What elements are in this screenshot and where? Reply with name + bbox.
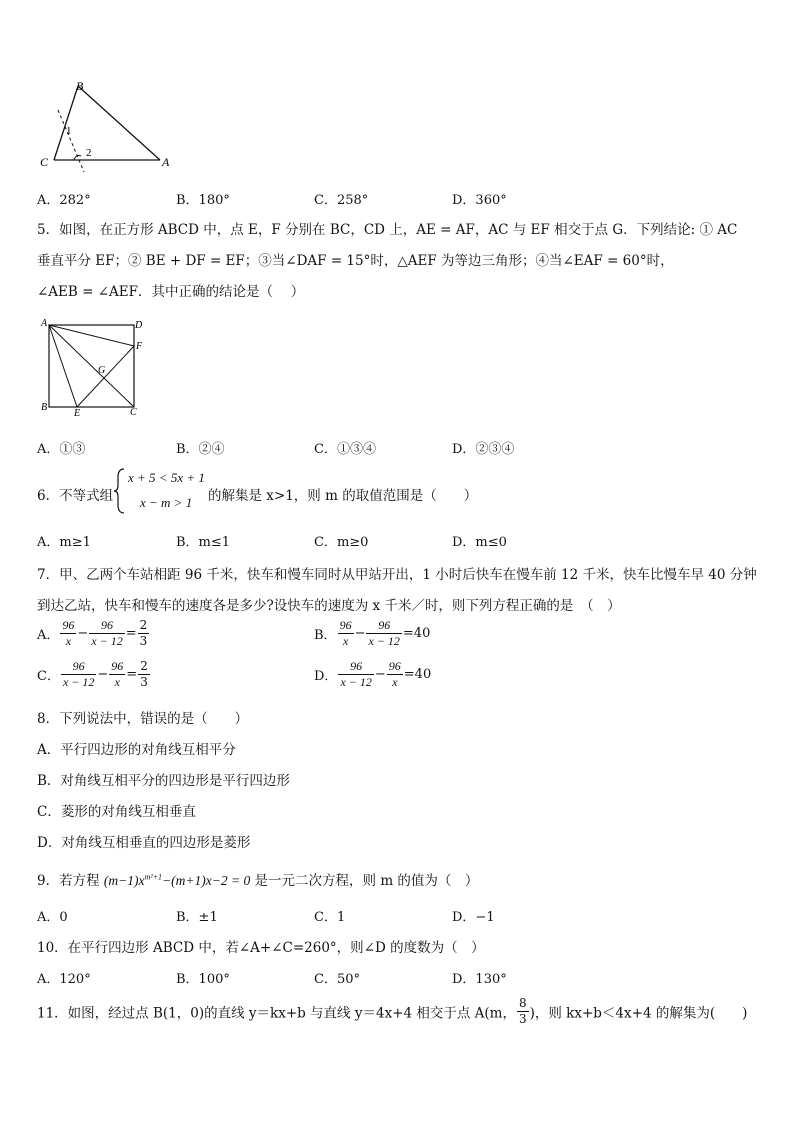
q8-option-a: A．平行四边形的对角线互相平分 [37, 742, 236, 758]
q11-part2: )，则 kx+b＜4x+4 的解集为( ) [529, 1005, 748, 1022]
q10-option-b: B．100° [176, 972, 230, 987]
q4-angle-2: 2 [86, 147, 92, 159]
q11-part1: 11．如图，经过点 B(1，0)的直线 y＝kx+b 与直线 y＝4x+4 相交于点 A(m， [37, 1005, 516, 1022]
q7-option-c: C． $\frac{96}{x - 12}$ − $\frac{96}{x}$ = $\frac{2}{3}$ [37, 659, 148, 689]
q5-label-f: F [136, 341, 143, 352]
q10-option-c: C．50° [314, 972, 360, 987]
q5-label-b: B [41, 402, 48, 413]
q4-label-b: B [76, 79, 84, 93]
q9-option-a: A．0 [37, 910, 68, 925]
q8-option-b: B．对角线互相平分的四边形是平行四边形 [37, 773, 290, 789]
q4-figure [36, 78, 176, 173]
q5-stem-line1: 5．如图，在正方形 ABCD 中，点 E，F 分别在 BC，CD 上，AE = AF，AC 与 EF 相交于点 G．下列结论: ① AC [37, 222, 738, 238]
q5-stem-line3: ∠AEB = ∠AEF．其中正确的结论是（ ） [37, 284, 305, 300]
q7-option-a: A． $\frac{96}{x}$ − $\frac{96}{x - 12}$ = $\frac{2}{3}$ [37, 618, 148, 648]
q8-option-c: C．菱形的对角线互相垂直 [37, 804, 196, 820]
q6-option-b: B．m≤1 [176, 535, 231, 550]
q6-option-c: C．m≥0 [314, 535, 369, 550]
q11-fraction: $\frac{8}{3}$ [518, 996, 527, 1026]
q6-inequality-1: x + 5 < 5x + 1 [128, 470, 205, 485]
q8-stem: 8．下列说法中，错误的是（ ） [37, 711, 249, 727]
q4-option-b: B．180° [176, 193, 230, 208]
q5-figure [38, 316, 148, 418]
q5-stem-line2: 垂直平分 EF；② BE + DF = EF；③当∠DAF = 15°时，△AEF 为等边三角形；④当∠EAF = 60°时， [37, 253, 674, 269]
q11-stem [37, 996, 747, 1027]
q9-option-c: C．1 [314, 910, 346, 925]
q7-stem-line2: 到达乙站，快车和慢车的速度各是多少?设快车的速度为 x 千米／时，则下列方程正确的是 （ ） [37, 598, 621, 614]
q5-option-a: A．①③ [37, 442, 86, 457]
q8-option-d: D．对角线互相垂直的四边形是菱形 [37, 835, 251, 851]
q7-option-d: D． $\frac{96}{x - 12}$ − $\frac{96}{x}$ =40 [314, 659, 432, 689]
q5-label-d: D [135, 320, 143, 331]
q6-inequality-2: x − m > 1 [140, 495, 193, 510]
q5-option-d: D．②③④ [452, 442, 515, 457]
q9-option-d: D．−1 [452, 910, 495, 925]
q4-option-a: A．282° [37, 193, 91, 208]
q9-prefix: 9．若方程 [37, 873, 100, 889]
q9-suffix: 是一元二次方程，则 m 的值为（ ） [254, 873, 479, 889]
q4-label-a: A [162, 155, 170, 169]
q9-option-b: B．±1 [176, 910, 218, 925]
q10-option-a: A．120° [37, 972, 91, 987]
q5-label-e: E [74, 408, 81, 418]
q7-stem-line1: 7．甲、乙两个车站相距 96 千米，快车和慢车同时从甲站开出，1 小时后快车在慢车前 12 千米，快车比慢车早 40 分钟 [37, 567, 757, 583]
q6-suffix: 的解集是 x>1，则 m 的取值范围是（ ） [208, 488, 478, 504]
q5-label-c: C [130, 407, 137, 418]
q5-option-b: B．②④ [176, 442, 225, 457]
q6-option-a: A．m≥1 [37, 535, 91, 550]
q9-equation: $(m-1)x^{m^2+1}-(m+1)x-2 = 0$ [103, 872, 251, 888]
q7-option-b: B． $\frac{96}{x}$ − $\frac{96}{x - 12}$ =40 [314, 618, 431, 648]
q4-option-d: D．360° [452, 193, 507, 208]
q6-prefix: 6．不等式组 [37, 488, 114, 504]
q5-label-a: A [41, 318, 48, 329]
q4-label-c: C [40, 155, 49, 169]
q6-brace [112, 467, 126, 515]
q10-stem: 10．在平行四边形 ABCD 中，若∠A+∠C=260°，则∠D 的度数为（ ） [37, 940, 485, 956]
q5-label-g: G [98, 365, 106, 376]
q6-option-d: D．m≤0 [452, 535, 507, 550]
q9-stem [37, 869, 478, 889]
q5-option-c: C．①③④ [314, 442, 376, 457]
q4-option-c: C．258° [314, 193, 369, 208]
q4-angle-1: 1 [66, 125, 72, 137]
q10-option-d: D．130° [452, 972, 507, 987]
